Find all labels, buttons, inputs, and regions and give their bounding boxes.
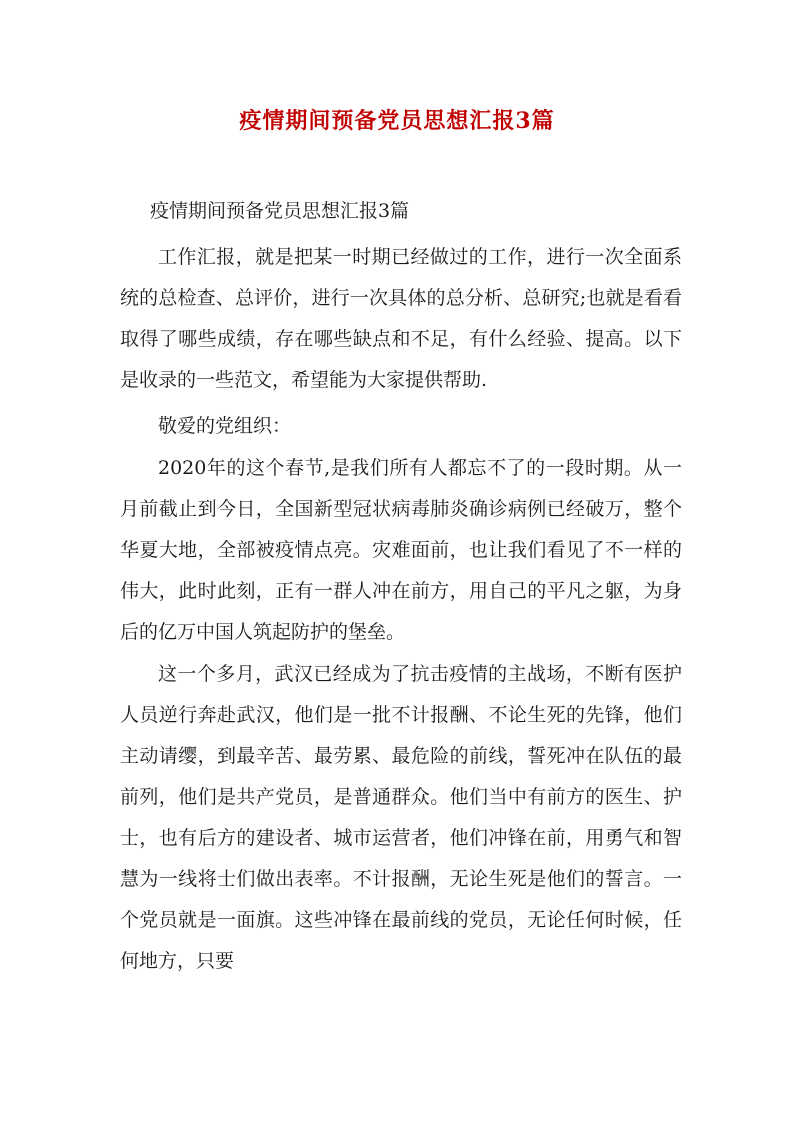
body-paragraph-1: 2020年的这个春节,是我们所有人都忘不了的一段时期。从一月前截止到今日，全国新型冠状病毒肺炎确诊病例已经破万，整个华夏大地，全部被疫情点亮。灾难面前，也让我们看见了不一样的伟大，此时此刻，正有一群人冲在前方，用自己的平凡之躯，为身后的亿万中国人筑起防护的堡垒。 bbox=[120, 457, 682, 643]
intro-paragraph: 工作汇报，就是把某一时期已经做过的工作，进行一次全面系统的总检查、总评价，进行一次具体的总分析、总研究;也就是看看取得了哪些成绩，存在哪些缺点和不足，有什么经验、提高。以下是收录的一些范文，希望能为大家提供帮助. bbox=[120, 246, 682, 391]
document-title: 疫情期间预备党员思想汇报3篇 bbox=[239, 108, 555, 134]
body-paragraph-2: 这一个多月，武汉已经成为了抗击疫情的主战场，不断有医护人员逆行奔赴武汉，他们是一批不计报酬、不论生死的先锋，他们主动请缨，到最辛苦、最劳累、最危险的前线，誓死冲在队伍的最前列，他们是共产党员，是普通群众。他们当中有前方的医生、护士，也有后方的建设者、城市运营者，他们冲锋在前，用勇气和智慧为一线将士们做出表率。不计报酬，无论生死是他们的誓言。一个党员就是一面旗。这些冲锋在最前线的党员，无论任何时候，任何地方，只要 bbox=[120, 663, 682, 972]
document-body bbox=[120, 198, 682, 982]
document-subheading: 疫情期间预备党员思想汇报3篇 bbox=[150, 200, 410, 222]
salutation: 敬爱的党组织： bbox=[158, 415, 292, 437]
